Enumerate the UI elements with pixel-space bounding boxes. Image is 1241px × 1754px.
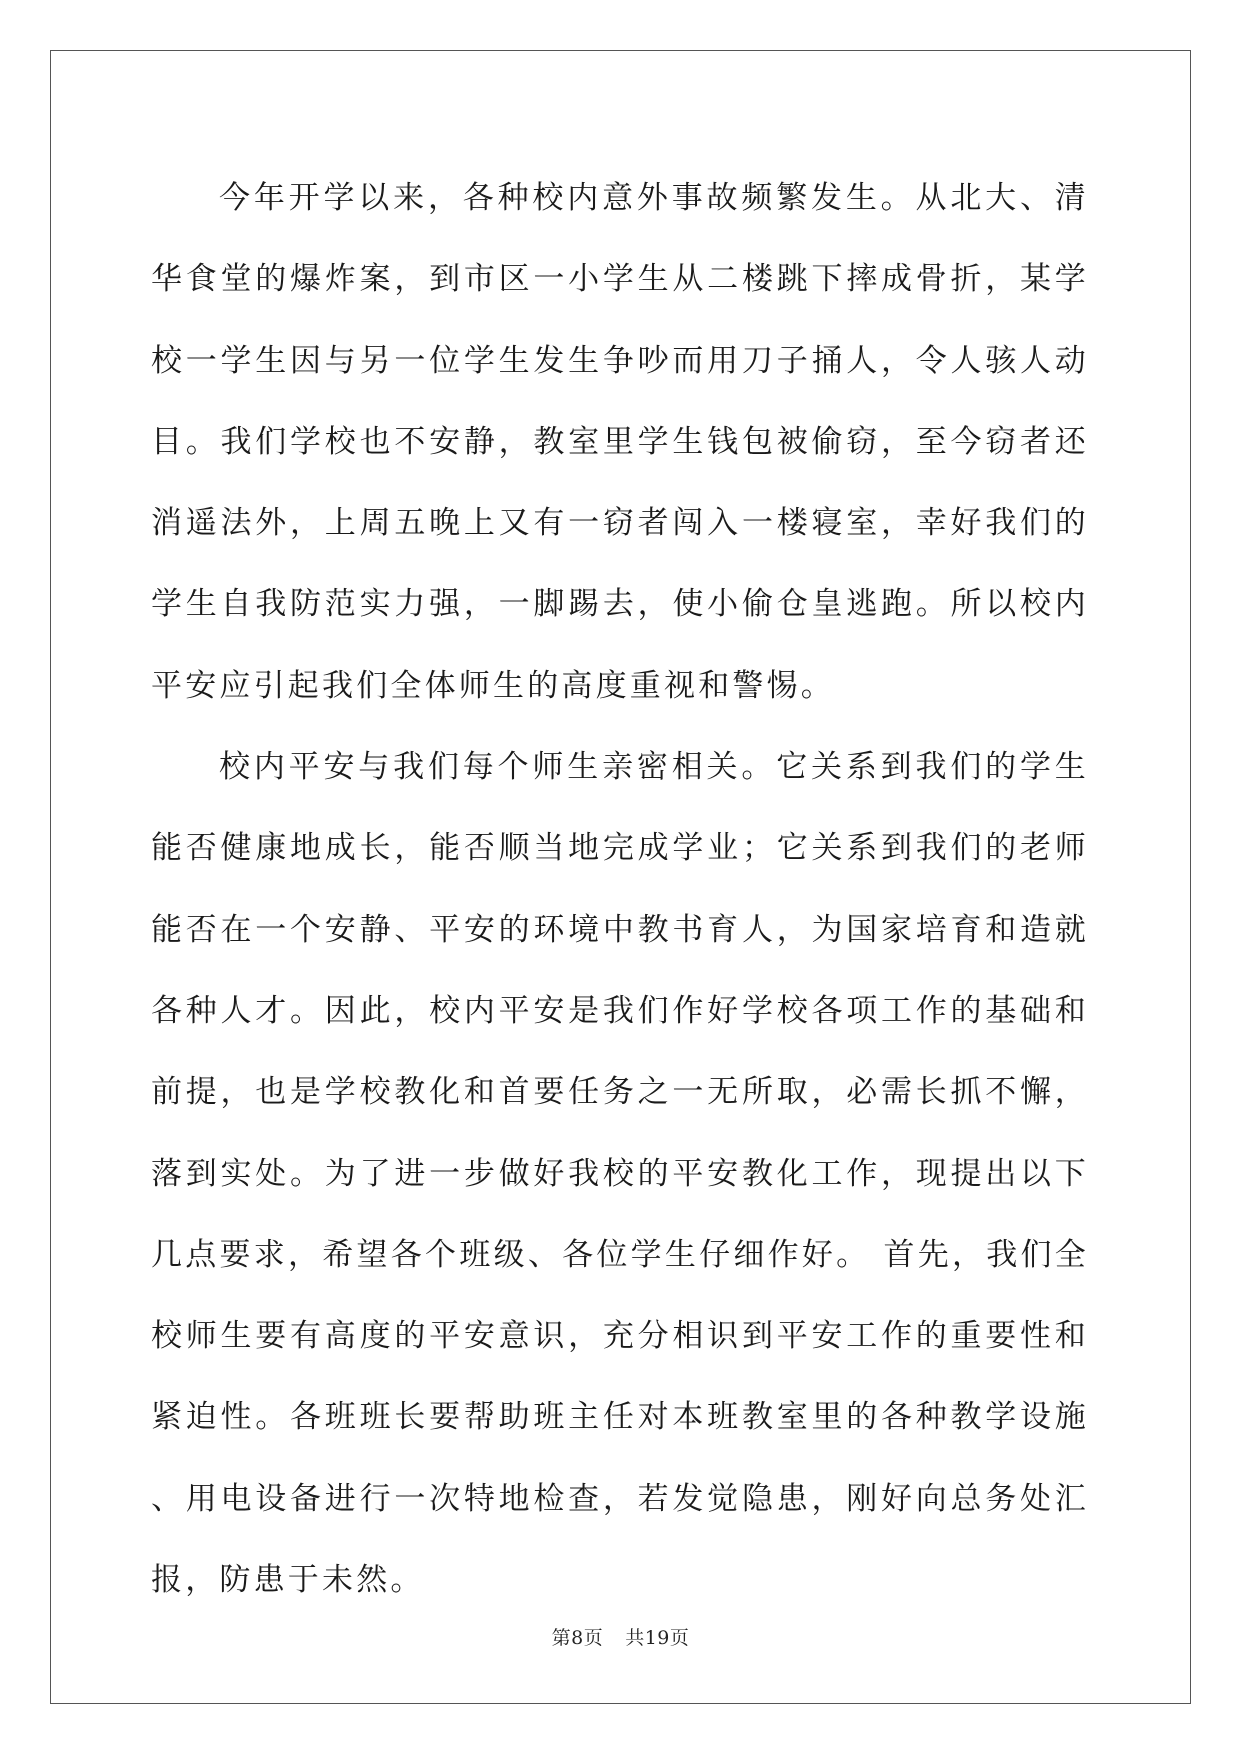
paragraph-1: 今年开学以来，各种校内意外事故频繁发生。从北大、清华食堂的爆炸案，到市区一小学生从二楼跳下摔成骨折，某学校一学生因与另一位学生发生争吵而用刀子捅人，令人骇人动目。我们学校也不安静，教室里学生钱包被偷窃，至今窃者还消遥法外，上周五晚上又有一窃者闯入一楼寝室，幸好我们的学生自我防范实力强，一脚踢去，使小偷仓皇逃跑。所以校内平安应引起我们全体师生的高度重视和警惕。 — [151, 180, 1089, 704]
page-number-current: 第8页 — [551, 1627, 604, 1649]
page-footer — [0, 1623, 1241, 1650]
document-body — [151, 158, 1089, 1621]
page-number-total: 共19页 — [625, 1627, 690, 1649]
paragraph-2: 校内平安与我们每个师生亲密相关。它关系到我们的学生能否健康地成长，能否顺当地完成学业；它关系到我们的老师能否在一个安静、平安的环境中教书育人，为国家培育和造就各种人才。因此，校内平安是我们作好学校各项工作的基础和前提，也是学校教化和首要任务之一无所取，必需长抓不懈，落到实处。为了进一步做好我校的平安教化工作，现提出以下几点要求，希望各个班级、各位学生仔细作好。 首先，我们全校师生要有高度的平安意识，充分相识到平安工作的重要性和紧迫性。各班班长要帮助班主任对本班教室里的各种教学设施、用电设备进行一次特地检查，若发觉隐患，刚好向总务处汇报，防患于未然。 — [151, 749, 1089, 1599]
